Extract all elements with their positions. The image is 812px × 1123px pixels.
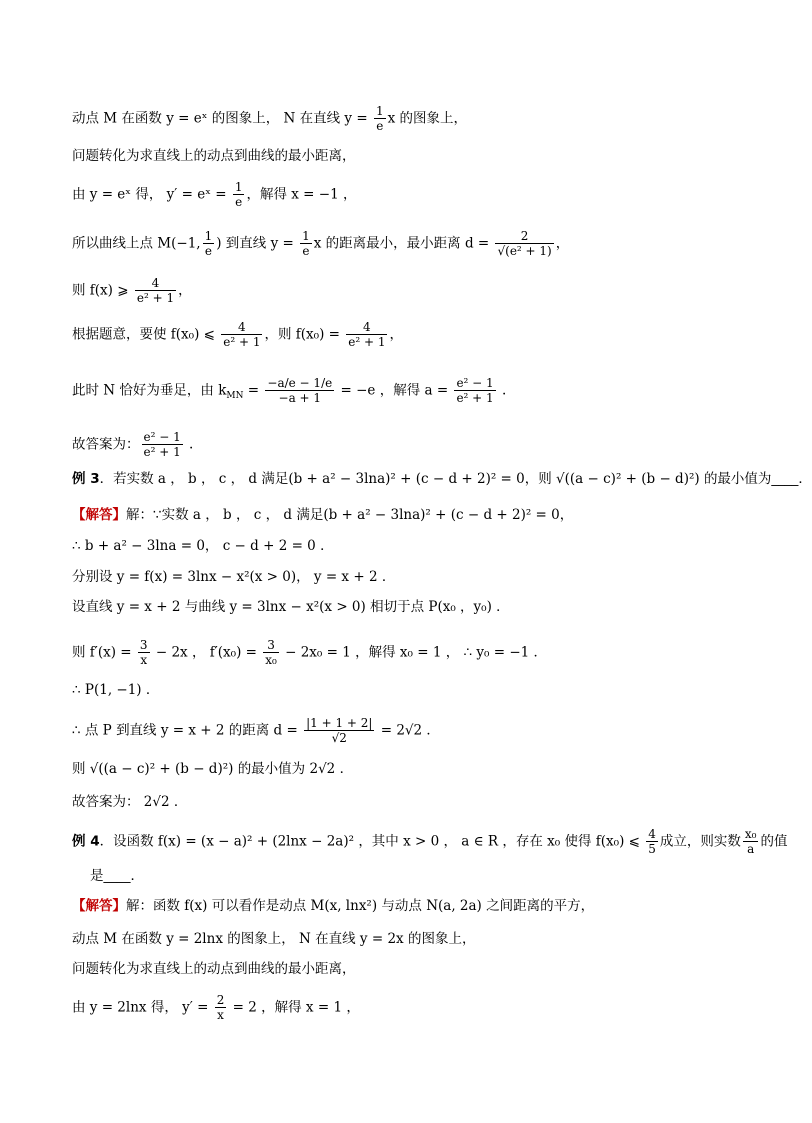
fraction <box>233 180 245 209</box>
math-text: P(x₀ ，y₀) <box>424 599 497 615</box>
fraction-numerator: 4 <box>221 320 262 335</box>
math-text: √((a − c)² + (b − d)²) <box>85 761 238 777</box>
body-text: ， <box>205 507 219 523</box>
body-text: ．若实数 <box>99 471 154 487</box>
fraction-numerator: x₀ <box>744 827 757 841</box>
body-text: ，解得 <box>261 999 302 1016</box>
fraction <box>374 104 386 133</box>
text-line <box>72 930 475 948</box>
body-text: 的最小值为____． <box>703 471 812 487</box>
math-text: y = <box>340 110 372 127</box>
body-text: 在直线 <box>315 931 356 947</box>
example-heading <box>72 470 812 488</box>
body-text: 的图象上， <box>399 110 467 127</box>
fraction-denominator: e <box>376 119 384 133</box>
math-text: y = 2x <box>355 931 408 947</box>
body-text: 在函数 <box>121 931 162 947</box>
body-text: 得， <box>135 186 163 203</box>
body-text: 的图象上， <box>227 931 295 947</box>
math-text: ∴ P(1, −1) <box>72 682 146 698</box>
math-text: f(x) ⩾ <box>85 282 133 299</box>
body-text: 由 <box>72 999 86 1016</box>
fraction <box>263 638 279 667</box>
math-text: N <box>279 110 300 127</box>
body-text: ， <box>200 471 215 487</box>
body-text: 是____． <box>90 868 144 884</box>
fraction <box>203 229 215 258</box>
math-text: x₀ = 1 <box>395 644 446 661</box>
body-text: 所以曲线上点 <box>72 235 153 252</box>
body-text: ． <box>381 569 396 585</box>
text-line <box>72 180 356 209</box>
fraction-denominator: e² + 1 <box>143 445 181 459</box>
math-text: x <box>313 235 326 252</box>
fraction-denominator: e <box>235 195 243 209</box>
fraction-numerator: 4 <box>346 320 387 335</box>
fraction-numerator: −a/e − 1/e <box>267 376 333 390</box>
math-text: f(x₀) ⩽ <box>166 326 220 343</box>
math-text: y = f(x) = 3lnx − x²(x > 0) <box>112 569 297 585</box>
body-text: ． <box>426 722 440 739</box>
body-text: ，解得 <box>246 186 287 203</box>
fraction <box>142 430 183 459</box>
body-text: 故答案为： <box>72 794 140 810</box>
body-text: ， <box>235 507 250 523</box>
body-text: ，存在 <box>502 833 543 850</box>
math-text: M(x, lnx²) <box>306 898 382 914</box>
math-text: (b + a² − 3lna)² + (c − d + 2)² = 0 <box>288 471 525 487</box>
fraction <box>300 229 312 258</box>
math-text: d = <box>269 722 303 739</box>
fraction-denominator: −a + 1 <box>278 391 322 405</box>
body-text: 问题转化为求直线上的动点到曲线的最小距离， <box>72 961 356 977</box>
math-text: y = eˣ <box>85 186 136 203</box>
fraction <box>346 320 387 349</box>
math-text: N <box>294 931 316 947</box>
text-line <box>72 638 547 667</box>
math-text: y = 3lnx − x²(x > 0) <box>225 599 371 615</box>
body-text: 相切于点 <box>370 599 425 615</box>
math-text: = −e <box>336 382 380 399</box>
fraction-denominator: e² + 1 <box>456 391 494 405</box>
body-text: ． <box>533 644 548 661</box>
math-text: N <box>99 382 120 399</box>
answer-label: 【解答】 <box>72 898 126 914</box>
math-text: (b + a² − 3lna)² + (c − d + 2)² = 0 <box>323 507 560 523</box>
text-line <box>72 897 594 915</box>
math-text: y = x + 2 <box>156 722 229 739</box>
math-text: ) <box>216 235 222 252</box>
fraction-numerator: 4 <box>648 827 656 841</box>
math-text: y = eˣ <box>161 110 212 127</box>
body-text: ， <box>204 538 219 554</box>
fraction-denominator: e <box>302 244 310 258</box>
fraction-numerator: 1 <box>234 180 243 194</box>
body-text: ，其中 <box>358 833 399 850</box>
example-label: 例 3 <box>72 471 100 487</box>
fraction-numerator: 2 <box>495 229 553 244</box>
math-text: a <box>188 507 206 523</box>
math-text: c <box>249 507 266 523</box>
fraction-denominator: e² + 1 <box>348 335 386 349</box>
body-text: ， <box>559 507 574 523</box>
math-text: . <box>497 382 507 399</box>
body-text: ． <box>496 599 510 615</box>
text-line <box>72 430 193 459</box>
math-text: y′ = eˣ = <box>162 186 231 203</box>
text-line <box>72 960 356 978</box>
body-text: 满足 <box>296 507 324 523</box>
body-text: 与动点 <box>381 898 422 914</box>
body-text: 动点 <box>72 110 99 127</box>
math-text: b <box>183 471 201 487</box>
body-text: 成立，则实数 <box>659 833 741 850</box>
fraction-numerator: 3 <box>263 638 279 653</box>
fraction <box>304 716 374 745</box>
math-text: = <box>243 382 264 399</box>
text-line <box>72 537 334 555</box>
example-heading <box>72 827 787 856</box>
body-text: ， <box>296 569 310 585</box>
math-text: − 2x₀ = 1 <box>280 644 356 661</box>
math-text: y = x + 2 <box>309 569 382 585</box>
body-text: 满足 <box>261 471 289 487</box>
body-text: ， <box>445 644 460 661</box>
body-text: 与曲线 <box>184 599 226 615</box>
text-line <box>72 568 395 586</box>
body-text: ，则 <box>524 471 552 487</box>
fraction <box>743 827 759 856</box>
fraction-numerator: e² − 1 <box>456 376 494 390</box>
math-text: f(x₀) ⩽ <box>591 833 645 850</box>
text-line <box>72 760 353 778</box>
math-text: 2√2 <box>305 761 340 777</box>
text-line <box>72 598 510 616</box>
body-text: 故答案为： <box>72 436 140 453</box>
fraction-denominator: x <box>217 1008 224 1022</box>
body-text: 的值 <box>760 833 788 850</box>
fraction <box>495 229 553 258</box>
body-text: ， <box>555 235 570 252</box>
body-text: ． <box>173 794 188 810</box>
math-text: d = <box>460 235 494 252</box>
body-text: 则 <box>72 761 86 777</box>
math-text: f′(x₀) = <box>205 644 262 661</box>
fraction-denominator: √(e² + 1) <box>497 244 552 258</box>
fraction-numerator: 2 <box>216 993 225 1007</box>
math-text: ∴ b + a² − 3lna = 0 <box>72 538 205 554</box>
math-text: y = x + 2 <box>112 599 185 615</box>
math-text: ∴ y₀ = −1 <box>459 644 534 661</box>
math-text: x > 0 <box>398 833 444 850</box>
math-text: y′ = <box>177 999 213 1016</box>
math-text: c <box>214 471 231 487</box>
text-line <box>72 147 356 165</box>
math-text: b <box>218 507 236 523</box>
text-line <box>90 867 144 885</box>
math-text: MN <box>226 391 244 402</box>
text-line <box>72 506 573 524</box>
fraction-numerator: 1 <box>302 229 310 243</box>
fraction-denominator: √2 <box>331 731 347 745</box>
math-text: 2√2 <box>139 794 174 810</box>
math-text: f(x) <box>180 898 212 914</box>
math-text: M <box>99 110 122 127</box>
body-text: 恰好为垂足，由 <box>119 382 214 399</box>
fraction-numerator: 1 <box>204 229 213 243</box>
text-line <box>72 993 360 1022</box>
fraction <box>135 276 176 305</box>
math-text: x <box>387 110 400 127</box>
body-text: 设直线 <box>72 599 113 615</box>
fraction-denominator: e² + 1 <box>223 335 261 349</box>
fraction <box>265 376 334 405</box>
math-text: c − d + 2 = 0 <box>218 538 321 554</box>
math-text: f(x) = (x − a)² + (2lnx − 2a)² <box>153 833 359 850</box>
body-text: ， <box>178 282 192 299</box>
math-text: − 2x <box>151 644 192 661</box>
math-text: d <box>279 507 297 523</box>
text-line <box>72 320 403 349</box>
fraction-numerator: 3 <box>139 638 148 652</box>
fraction-denominator: e² + 1 <box>136 291 175 305</box>
text-line <box>72 793 187 811</box>
body-text: 动点 <box>72 931 99 947</box>
body-text: 之间距离的平方， <box>486 898 595 914</box>
fraction <box>454 376 495 405</box>
math-text: M <box>99 931 122 947</box>
fraction-denominator: 5 <box>648 842 656 856</box>
body-text: 由 <box>72 186 86 203</box>
math-text: y = 2lnx <box>161 931 228 947</box>
fraction-numerator: 1 <box>375 104 384 118</box>
body-text: 使得 <box>564 833 592 850</box>
math-text: a = <box>420 382 453 399</box>
body-text: ，则 <box>264 326 292 343</box>
text-line <box>72 229 569 258</box>
math-text: k <box>213 382 227 399</box>
body-text: 问题转化为求直线上的动点到曲线的最小距离， <box>72 148 356 164</box>
math-text: x = 1 <box>301 999 347 1016</box>
math-text: a ∈ R <box>457 833 503 850</box>
answer-label: 【解答】 <box>72 507 126 523</box>
math-text: f(x₀) = <box>291 326 345 343</box>
math-text: √((a − c)² + (b − d)²) <box>551 471 704 487</box>
math-text: a <box>153 471 171 487</box>
body-text: 的最小值为 <box>237 761 306 777</box>
math-text: N(a, 2a) <box>421 898 487 914</box>
body-text: ， <box>265 507 280 523</box>
text-line <box>72 716 440 745</box>
body-text: ． <box>145 682 160 698</box>
math-text: . <box>184 436 194 453</box>
text-line <box>72 104 467 133</box>
body-text: ， <box>389 326 403 343</box>
body-text: ， <box>191 644 206 661</box>
body-text: ∴ 点 <box>72 722 99 739</box>
body-text: 的图象上， <box>211 110 280 127</box>
math-text: y = <box>266 235 299 252</box>
body-text: ， <box>170 471 184 487</box>
math-text: x = −1 <box>286 186 343 203</box>
fraction-denominator: x₀ <box>265 653 277 667</box>
body-text: ， <box>342 186 357 203</box>
body-text: 解：函数 <box>126 898 180 914</box>
fraction <box>646 827 658 856</box>
body-text: 此时 <box>72 382 99 399</box>
body-text: 则 <box>72 282 86 299</box>
fraction-denominator: a <box>747 842 755 856</box>
body-text: 则 <box>72 644 86 661</box>
math-text: x₀ <box>542 833 565 850</box>
body-text: ，解得 <box>379 382 421 399</box>
body-text: 到直线 <box>116 722 157 739</box>
fraction-numerator: 4 <box>135 276 176 291</box>
fraction-numerator: |1 + 1 + 2| <box>306 716 373 730</box>
math-text: y = 2lnx <box>85 999 151 1016</box>
body-text: 的距离 <box>228 722 270 739</box>
body-text: 的距离最小，最小距离 <box>325 235 461 252</box>
math-text: = 2 <box>228 999 262 1016</box>
math-text: M(−1, <box>153 235 201 252</box>
text-line <box>72 376 506 405</box>
fraction <box>138 638 150 667</box>
body-text: 得， <box>150 999 178 1016</box>
body-text: 分别设 <box>72 569 113 585</box>
math-text: = 2√2 <box>376 722 427 739</box>
text-line <box>72 681 159 699</box>
body-text: 在函数 <box>121 110 162 127</box>
fraction <box>221 320 262 349</box>
body-text: 可以看作是动点 <box>211 898 307 914</box>
body-text: ． <box>320 538 334 554</box>
body-text: 到直线 <box>221 235 267 252</box>
text-line <box>72 276 192 305</box>
math-text: f′(x) = <box>85 644 136 661</box>
body-text: ，解得 <box>355 644 396 661</box>
body-text: 根据题意，要使 <box>72 326 167 343</box>
fraction <box>215 993 227 1022</box>
body-text: 的图象上， <box>407 931 476 947</box>
body-text: 在直线 <box>299 110 341 127</box>
fraction-denominator: e <box>204 244 212 258</box>
body-text: ． <box>339 761 354 777</box>
math-text: d <box>244 471 262 487</box>
body-text: ， <box>443 833 457 850</box>
body-text: ， <box>346 999 360 1016</box>
example-label: 例 4 <box>72 833 100 850</box>
fraction-numerator: e² − 1 <box>143 430 181 444</box>
fraction-denominator: x <box>140 653 148 667</box>
body-text: ， <box>230 471 245 487</box>
math-text: P <box>98 722 117 739</box>
body-text: ．设函数 <box>99 833 154 850</box>
body-text: 解：∵实数 <box>126 507 189 523</box>
